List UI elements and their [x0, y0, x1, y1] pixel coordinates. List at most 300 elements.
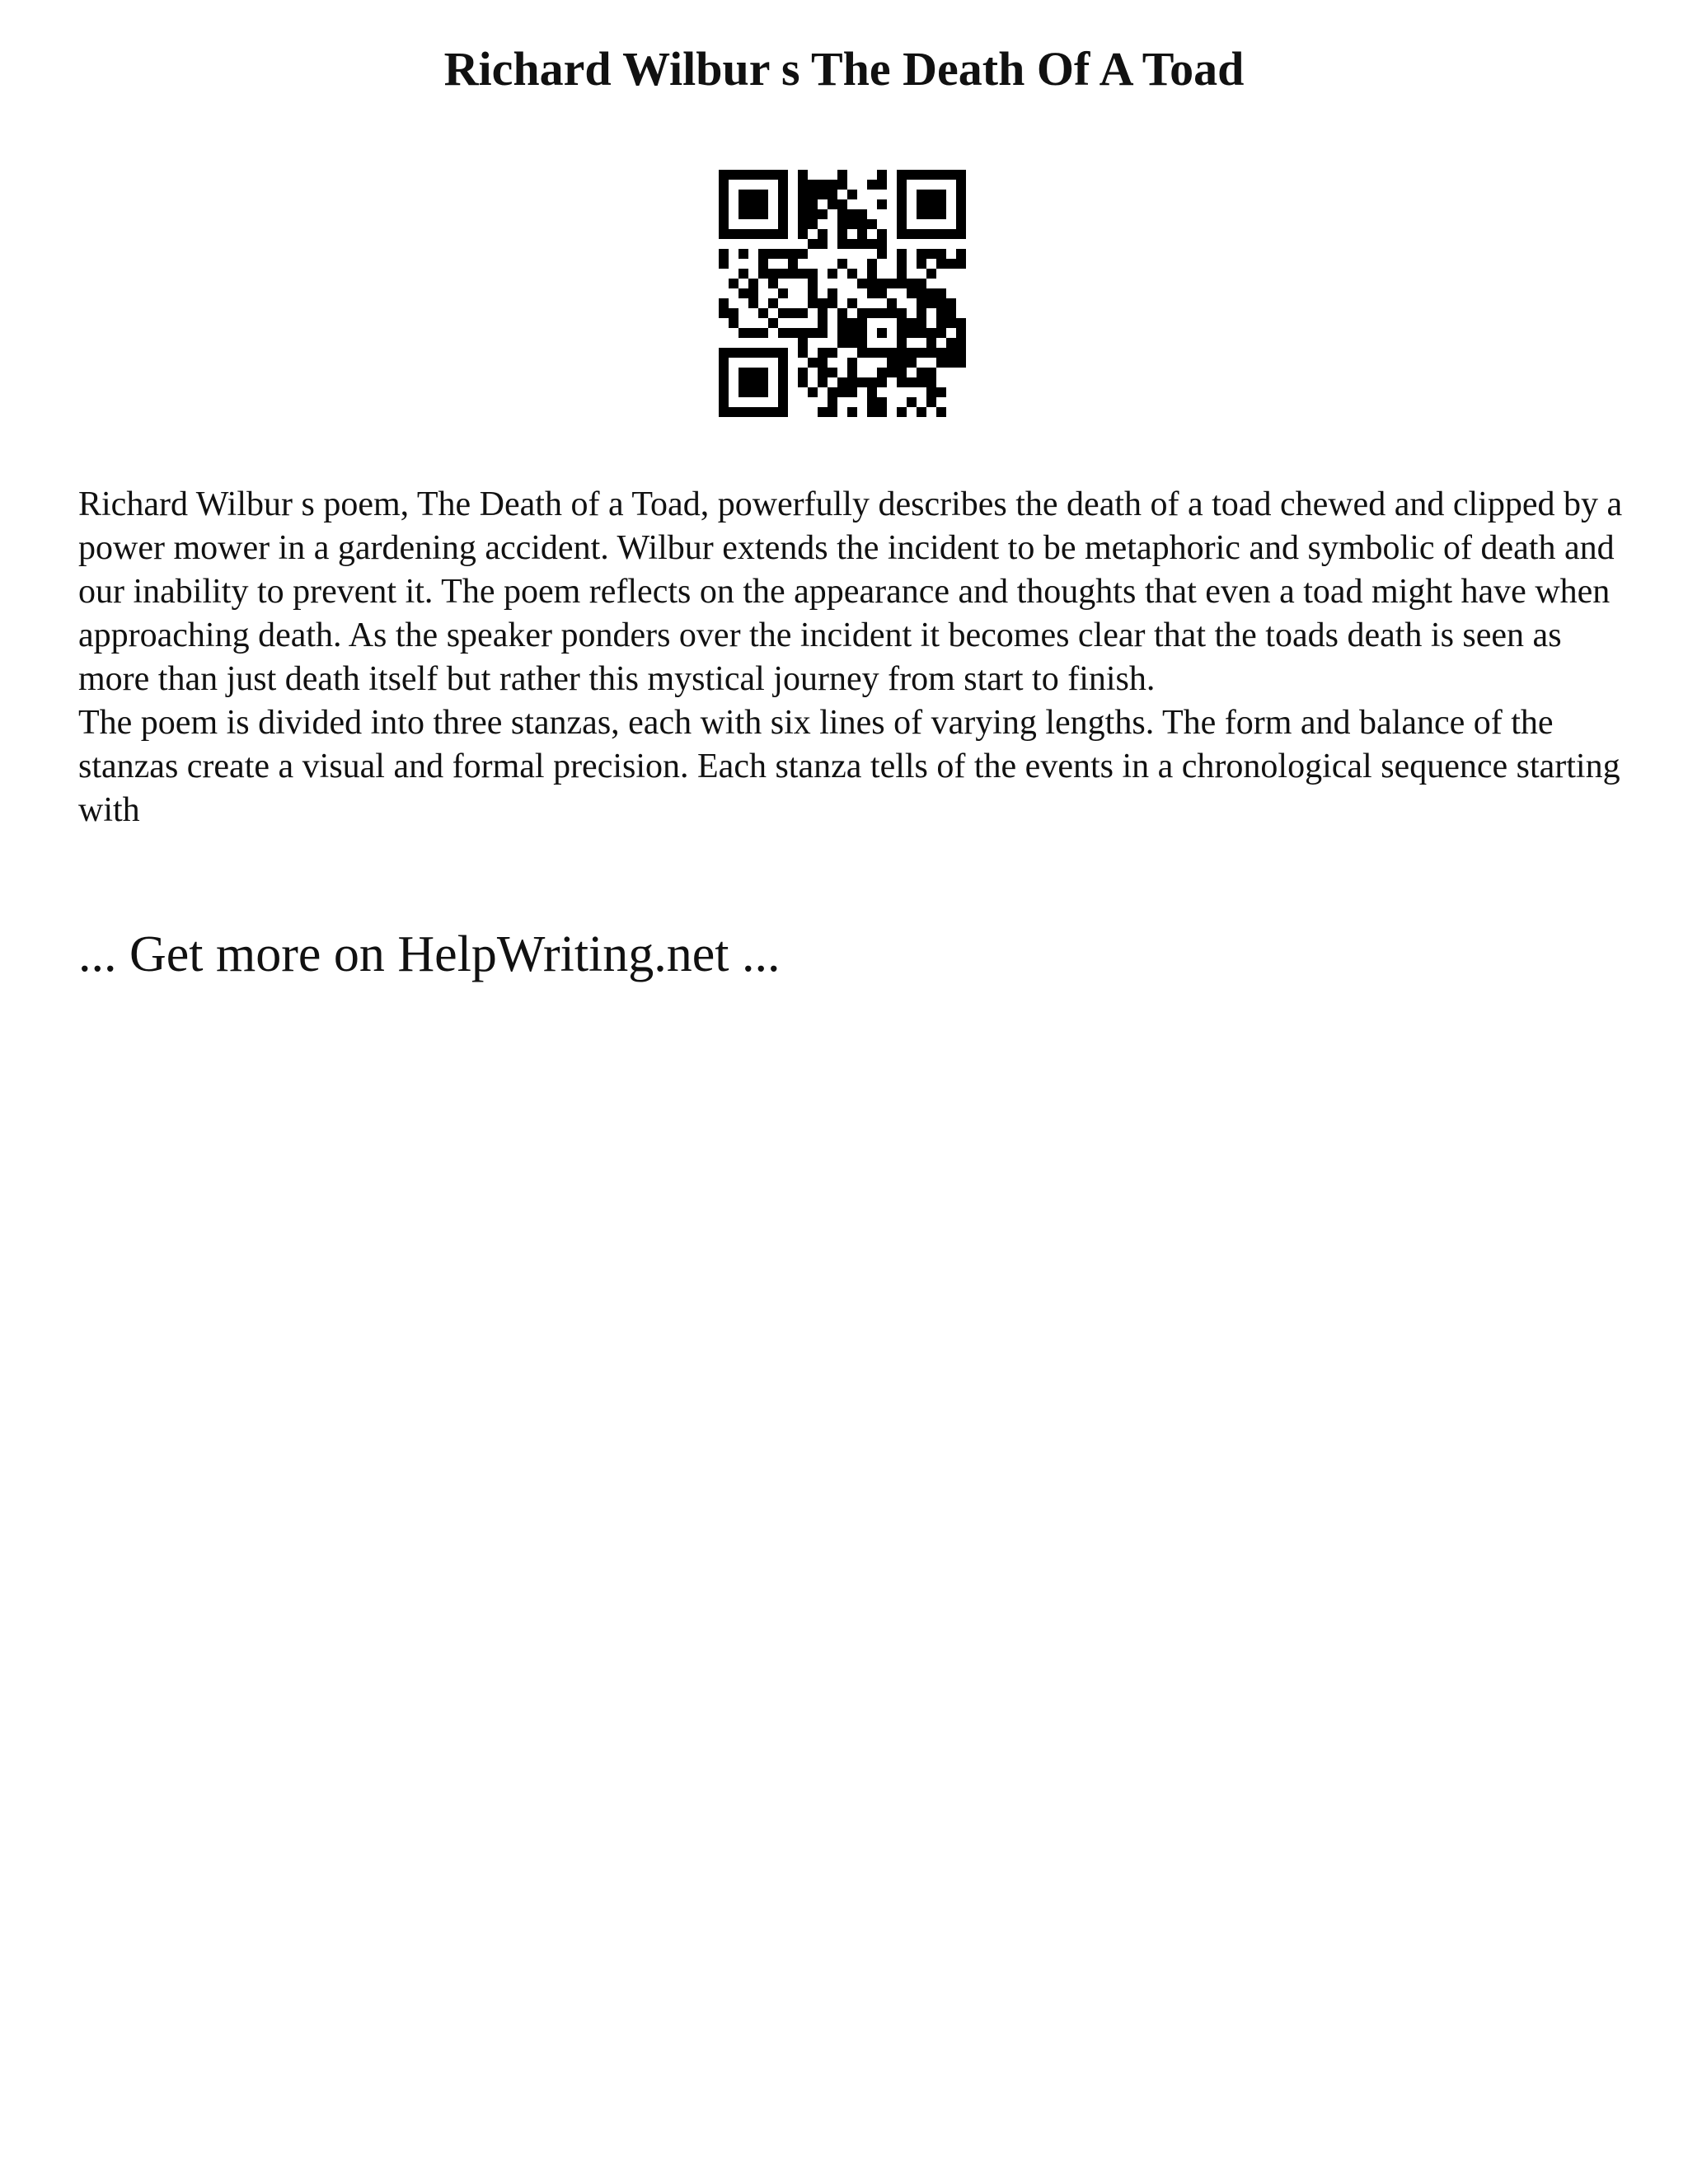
qr-module: [748, 229, 758, 239]
qr-module: [926, 229, 936, 239]
qr-module: [917, 259, 926, 269]
qr-module: [867, 407, 877, 417]
qr-module: [837, 239, 847, 249]
qr-module: [917, 288, 926, 298]
qr-module: [867, 348, 877, 358]
qr-module: [956, 180, 966, 190]
qr-module: [877, 308, 887, 318]
qr-module: [729, 318, 738, 328]
qr-module: [946, 318, 956, 328]
qr-module: [738, 190, 748, 199]
qr-module: [926, 387, 936, 397]
qr-module: [738, 368, 748, 377]
qr-module: [778, 219, 788, 229]
qr-module: [758, 249, 768, 259]
qr-module: [847, 368, 857, 377]
qr-module: [798, 328, 808, 338]
qr-module: [729, 229, 738, 239]
qr-module: [808, 269, 818, 279]
qr-module: [917, 229, 926, 239]
qr-module: [907, 318, 917, 328]
qr-module: [719, 358, 729, 368]
qr-module: [897, 338, 907, 348]
qr-module: [867, 180, 877, 190]
qr-module: [818, 348, 828, 358]
qr-module: [798, 209, 808, 219]
qr-module: [956, 259, 966, 269]
qr-module: [818, 377, 828, 387]
qr-module: [917, 298, 926, 308]
qr-module: [936, 288, 946, 298]
qr-module: [788, 308, 798, 318]
qr-module: [837, 170, 847, 180]
qr-module: [926, 190, 936, 199]
qr-module: [897, 209, 907, 219]
qr-module: [748, 407, 758, 417]
qr-module: [877, 328, 887, 338]
article-body: [78, 483, 1628, 832]
qr-module: [936, 358, 946, 368]
qr-module: [798, 338, 808, 348]
qr-module: [926, 348, 936, 358]
qr-module: [926, 288, 936, 298]
qr-module: [778, 269, 788, 279]
qr-module: [719, 308, 729, 318]
qr-module: [926, 298, 936, 308]
qr-module: [857, 229, 867, 239]
qr-module: [808, 209, 818, 219]
qr-module: [867, 239, 877, 249]
qr-module: [917, 249, 926, 259]
qr-module: [719, 209, 729, 219]
qr-module: [857, 328, 867, 338]
qr-module: [719, 377, 729, 387]
qr-module: [778, 328, 788, 338]
qr-module: [798, 269, 808, 279]
qr-module: [897, 259, 907, 269]
qr-module: [857, 338, 867, 348]
qr-module: [778, 358, 788, 368]
qr-module: [729, 407, 738, 417]
qr-module: [748, 377, 758, 387]
qr-module: [926, 328, 936, 338]
qr-module: [808, 387, 818, 397]
qr-module: [867, 377, 877, 387]
qr-module: [847, 239, 857, 249]
qr-module: [758, 387, 768, 397]
paragraph-1: Richard Wilbur s poem, The Death of a Toad, powerfully describes the death of a toad chewed and clipped by a power mower in a gardening accident. Wilbur extends the incident to be metaphoric and symbolic of death and our inability to prevent it. The poem reflects on the appearance and thoughts that even a toad might have when approaching death. As the speaker ponders over the incident it becomes clear that the toads death is seen as more than just death itself but rather this mystical journey from start to finish.: [78, 485, 1623, 698]
qr-module: [917, 308, 926, 318]
qr-module: [837, 328, 847, 338]
qr-module: [768, 298, 778, 308]
qr-module: [917, 368, 926, 377]
qr-module: [946, 298, 956, 308]
qr-module: [897, 180, 907, 190]
qr-module: [867, 387, 877, 397]
qr-module: [828, 348, 837, 358]
qr-module: [897, 269, 907, 279]
qr-module: [719, 199, 729, 209]
qr-module: [917, 348, 926, 358]
qr-module: [778, 308, 788, 318]
qr-module: [818, 229, 828, 239]
qr-module: [748, 348, 758, 358]
qr-module: [897, 249, 907, 259]
qr-module: [738, 249, 748, 259]
qr-module: [926, 338, 936, 348]
qr-module: [758, 377, 768, 387]
qr-module: [907, 358, 917, 368]
qr-module: [758, 308, 768, 318]
qr-module: [719, 397, 729, 407]
qr-module: [897, 377, 907, 387]
qr-module: [897, 190, 907, 199]
qr-module: [818, 407, 828, 417]
qr-module: [877, 239, 887, 249]
qr-module: [818, 190, 828, 199]
qr-module: [748, 209, 758, 219]
qr-module: [867, 279, 877, 288]
qr-module: [719, 298, 729, 308]
qr-module: [897, 279, 907, 288]
qr-module: [758, 328, 768, 338]
qr-module: [907, 229, 917, 239]
qr-module: [719, 219, 729, 229]
qr-module: [798, 249, 808, 259]
qr-module: [907, 170, 917, 180]
qr-module: [917, 199, 926, 209]
qr-module: [857, 377, 867, 387]
qr-module: [877, 180, 887, 190]
qr-module: [897, 348, 907, 358]
qr-module: [788, 328, 798, 338]
qr-module: [917, 190, 926, 199]
qr-module: [748, 298, 758, 308]
qr-module: [907, 377, 917, 387]
qr-module: [738, 229, 748, 239]
qr-module: [758, 348, 768, 358]
qr-module: [926, 249, 936, 259]
qr-module: [877, 348, 887, 358]
qr-module: [818, 180, 828, 190]
qr-module: [738, 170, 748, 180]
qr-module: [778, 170, 788, 180]
qr-module: [738, 269, 748, 279]
qr-module: [818, 209, 828, 219]
qr-module: [936, 318, 946, 328]
qr-module: [837, 229, 847, 239]
qr-module: [897, 229, 907, 239]
qr-code-image: [719, 170, 966, 417]
qr-module: [936, 387, 946, 397]
qr-module: [847, 219, 857, 229]
qr-module: [778, 387, 788, 397]
qr-module: [867, 219, 877, 229]
qr-module: [926, 170, 936, 180]
qr-module: [738, 209, 748, 219]
qr-module: [818, 328, 828, 338]
qr-module: [828, 180, 837, 190]
qr-module: [956, 338, 966, 348]
qr-module: [917, 279, 926, 288]
qr-module: [758, 190, 768, 199]
qr-module: [808, 279, 818, 288]
qr-module: [877, 170, 887, 180]
qr-module: [738, 407, 748, 417]
qr-module: [818, 308, 828, 318]
qr-module: [808, 190, 818, 199]
qr-module: [936, 328, 946, 338]
qr-module: [748, 170, 758, 180]
qr-module: [887, 279, 897, 288]
qr-module: [917, 377, 926, 387]
qr-module: [936, 308, 946, 318]
qr-module: [887, 348, 897, 358]
qr-module: [778, 199, 788, 209]
qr-module: [729, 308, 738, 318]
qr-module: [808, 298, 818, 308]
qr-module: [926, 269, 936, 279]
qr-module: [748, 368, 758, 377]
qr-module: [936, 298, 946, 308]
qr-module: [887, 298, 897, 308]
qr-module: [719, 387, 729, 397]
qr-module: [897, 358, 907, 368]
qr-module: [877, 199, 887, 209]
qr-module: [897, 219, 907, 229]
qr-module: [956, 348, 966, 358]
qr-module: [768, 170, 778, 180]
qr-module: [828, 387, 837, 397]
qr-module: [887, 308, 897, 318]
qr-module: [936, 190, 946, 199]
qr-module: [798, 180, 808, 190]
qr-module: [897, 368, 907, 377]
paragraph-2: The poem is divided into three stanzas, each with six lines of varying lengths. The form and balance of the stanzas create a visual and formal precision. Each stanza tells of the events in a chronological sequence starting with: [78, 704, 1620, 829]
qr-module: [897, 170, 907, 180]
qr-module: [758, 407, 768, 417]
qr-module: [748, 328, 758, 338]
qr-module: [758, 209, 768, 219]
qr-module: [956, 190, 966, 199]
qr-module: [798, 190, 808, 199]
qr-module: [738, 199, 748, 209]
qr-module: [778, 348, 788, 358]
qr-module: [897, 407, 907, 417]
qr-module: [748, 190, 758, 199]
qr-module: [956, 249, 966, 259]
qr-module: [857, 209, 867, 219]
qr-module: [837, 180, 847, 190]
qr-module: [956, 219, 966, 229]
qr-module: [808, 219, 818, 229]
qr-module: [828, 368, 837, 377]
qr-module: [847, 358, 857, 368]
qr-module: [956, 318, 966, 328]
qr-module: [837, 219, 847, 229]
qr-module: [778, 397, 788, 407]
qr-module: [818, 318, 828, 328]
qr-module: [778, 377, 788, 387]
qr-module: [917, 407, 926, 417]
qr-module: [798, 368, 808, 377]
qr-module: [857, 239, 867, 249]
qr-module: [847, 338, 857, 348]
qr-module: [936, 259, 946, 269]
qr-module: [818, 368, 828, 377]
qr-module: [729, 170, 738, 180]
qr-module: [907, 348, 917, 358]
qr-module: [828, 397, 837, 407]
qr-module: [738, 348, 748, 358]
qr-module: [778, 209, 788, 219]
qr-module: [926, 368, 936, 377]
qr-module: [778, 288, 788, 298]
qr-module: [946, 358, 956, 368]
qr-module: [738, 328, 748, 338]
qr-module: [719, 170, 729, 180]
qr-module: [956, 199, 966, 209]
qr-module: [907, 397, 917, 407]
qr-module: [738, 377, 748, 387]
qr-module: [768, 279, 778, 288]
qr-module: [808, 199, 818, 209]
qr-module: [907, 328, 917, 338]
qr-module: [837, 338, 847, 348]
get-more-link[interactable]: ... Get more on HelpWriting.net ...: [78, 926, 781, 982]
qr-module: [758, 199, 768, 209]
qr-module: [897, 308, 907, 318]
qr-module: [847, 298, 857, 308]
qr-module: [768, 407, 778, 417]
qr-module: [719, 229, 729, 239]
qr-module: [758, 229, 768, 239]
qr-module: [956, 229, 966, 239]
qr-module: [867, 308, 877, 318]
qr-module: [738, 387, 748, 397]
qr-module: [926, 397, 936, 407]
qr-module: [828, 407, 837, 417]
qr-module: [946, 229, 956, 239]
qr-module: [857, 219, 867, 229]
qr-module: [778, 190, 788, 199]
qr-module: [917, 328, 926, 338]
qr-module: [857, 348, 867, 358]
qr-module: [847, 328, 857, 338]
qr-module: [936, 407, 946, 417]
qr-module: [798, 199, 808, 209]
qr-module: [748, 387, 758, 397]
qr-module: [729, 348, 738, 358]
qr-module: [828, 288, 837, 298]
qr-module: [936, 170, 946, 180]
qr-module: [847, 318, 857, 328]
qr-module: [837, 259, 847, 269]
page-title: Richard Wilbur s The Death Of A Toad: [443, 42, 1245, 96]
qr-module: [719, 259, 729, 269]
qr-module: [748, 199, 758, 209]
qr-module: [847, 407, 857, 417]
qr-module: [877, 397, 887, 407]
qr-module: [926, 377, 936, 387]
qr-module: [729, 279, 738, 288]
qr-module: [857, 279, 867, 288]
qr-module: [719, 180, 729, 190]
qr-module: [877, 368, 887, 377]
qr-module: [778, 229, 788, 239]
qr-module: [798, 219, 808, 229]
qr-module: [936, 199, 946, 209]
qr-module: [798, 348, 808, 358]
qr-module: [897, 318, 907, 328]
qr-module: [808, 180, 818, 190]
qr-module: [837, 199, 847, 209]
qr-module: [946, 308, 956, 318]
qr-module: [837, 377, 847, 387]
qr-module: [778, 368, 788, 377]
qr-module: [808, 358, 818, 368]
qr-module: [887, 368, 897, 377]
qr-module: [828, 199, 837, 209]
qr-module: [956, 170, 966, 180]
qr-module: [828, 269, 837, 279]
qr-module: [907, 288, 917, 298]
qr-module: [719, 348, 729, 358]
qr-module: [917, 209, 926, 219]
qr-module: [719, 407, 729, 417]
qr-module: [877, 288, 887, 298]
qr-module: [788, 269, 798, 279]
qr-module: [926, 199, 936, 209]
qr-module: [818, 358, 828, 368]
qr-module: [936, 209, 946, 219]
qr-module: [877, 229, 887, 239]
qr-module: [936, 229, 946, 239]
qr-module: [828, 298, 837, 308]
qr-module: [738, 288, 748, 298]
qr-module: [847, 209, 857, 219]
qr-module: [788, 249, 798, 259]
qr-module: [917, 318, 926, 328]
qr-module: [867, 288, 877, 298]
qr-module: [719, 368, 729, 377]
qr-module: [847, 190, 857, 199]
qr-module: [897, 199, 907, 209]
qr-module: [837, 387, 847, 397]
qr-module: [877, 407, 887, 417]
qr-module: [946, 338, 956, 348]
qr-module: [956, 358, 966, 368]
qr-module: [917, 170, 926, 180]
qr-module: [719, 249, 729, 259]
qr-module: [936, 249, 946, 259]
qr-module: [778, 180, 788, 190]
qr-module: [847, 387, 857, 397]
qr-module: [837, 318, 847, 328]
qr-module: [768, 249, 778, 259]
qr-module: [818, 239, 828, 249]
qr-module: [768, 229, 778, 239]
qr-module: [867, 259, 877, 269]
qr-module: [946, 170, 956, 180]
qr-module: [926, 209, 936, 219]
qr-module: [828, 190, 837, 199]
qr-module: [818, 298, 828, 308]
qr-module: [837, 209, 847, 219]
qr-module: [768, 318, 778, 328]
qr-module: [837, 308, 847, 318]
qr-module: [758, 368, 768, 377]
